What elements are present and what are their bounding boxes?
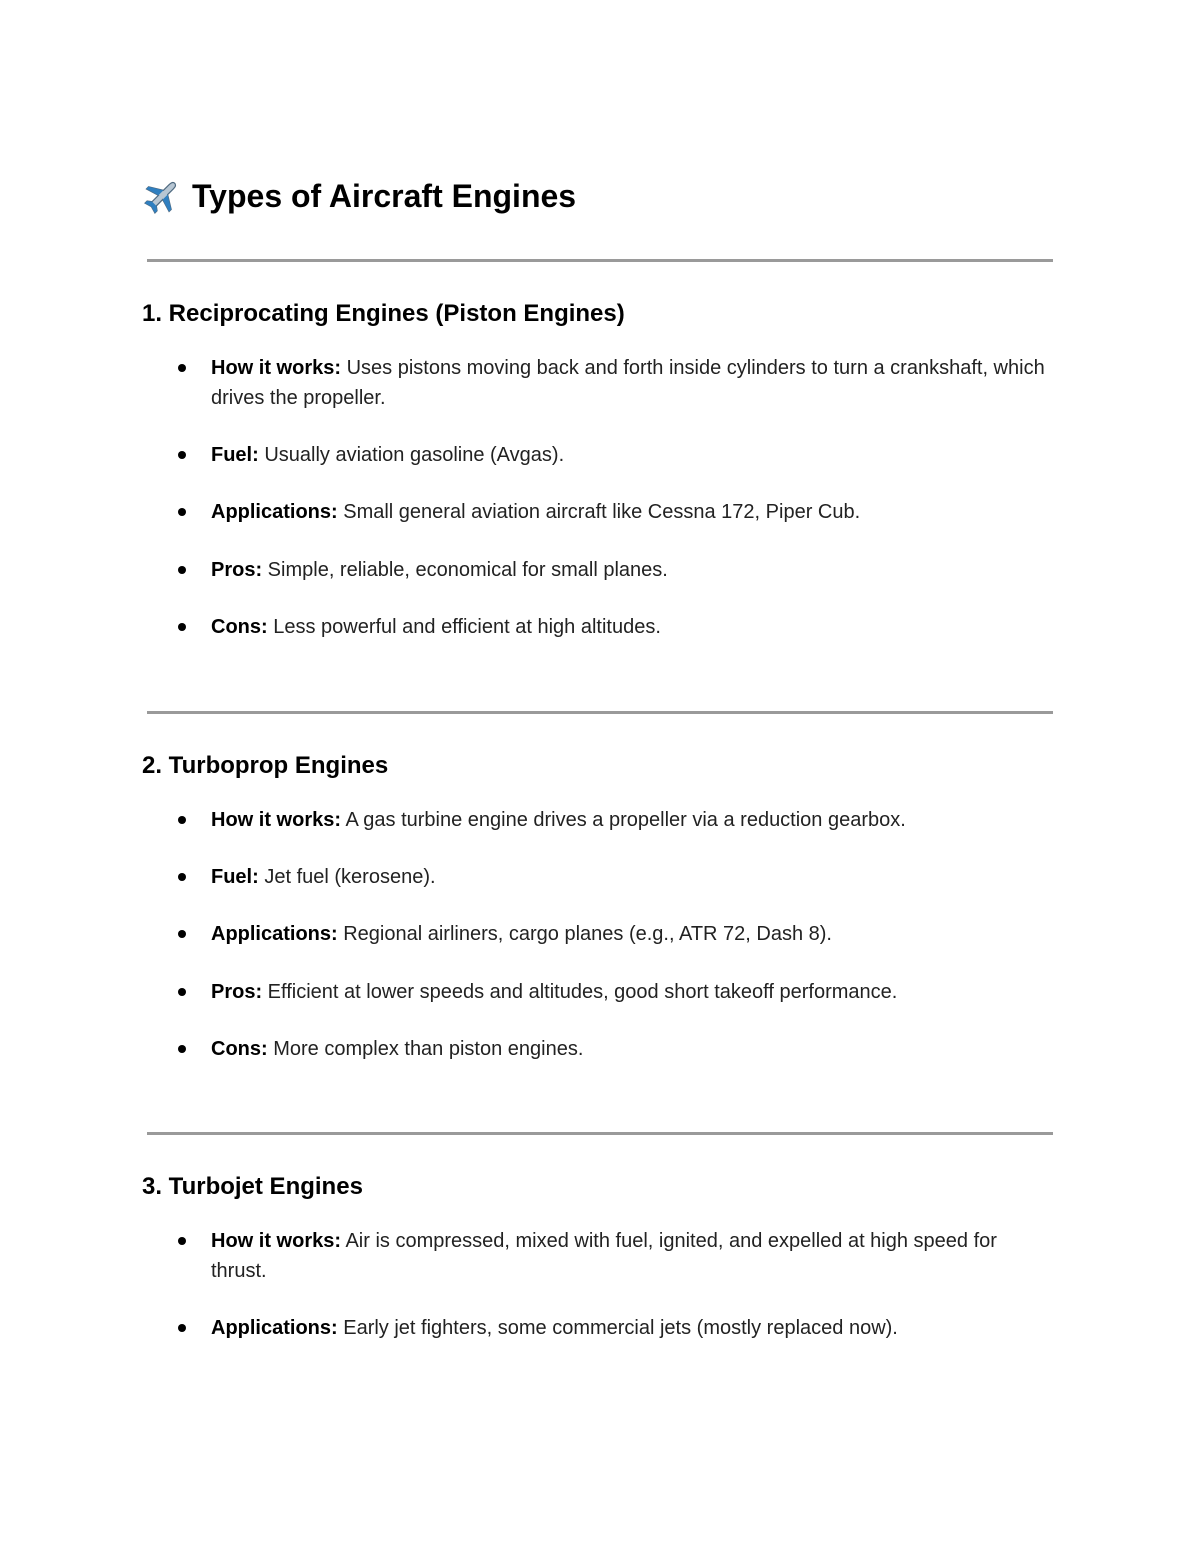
section-heading: 1. Reciprocating Engines (Piston Engines) [142, 300, 625, 327]
item-label: Pros: [211, 981, 263, 1003]
list-item [142, 1034, 1062, 1064]
item-text: A gas turbine engine drives a propeller via a reduction gearbox. [341, 809, 906, 831]
section-reciprocating-engines [142, 298, 1062, 642]
bullet-icon [178, 1045, 186, 1053]
item-text: Usually aviation gasoline (Avgas). [258, 444, 565, 466]
horizontal-divider [147, 1132, 1053, 1135]
horizontal-divider [147, 259, 1053, 262]
item-text: Efficient at lower speeds and altitudes, good short takeoff performance. [262, 981, 898, 1003]
airplane-icon [142, 176, 182, 216]
list-item [142, 919, 1062, 949]
list-item [142, 440, 1062, 470]
bullet-icon [178, 451, 186, 459]
item-label: Pros: [211, 559, 263, 581]
bullet-icon [178, 1324, 186, 1332]
list-item [142, 862, 1062, 892]
bullet-icon [178, 988, 186, 996]
list-item [142, 1226, 1062, 1286]
item-text: Less powerful and efficient at high altitudes. [267, 616, 661, 638]
horizontal-divider [147, 711, 1053, 714]
bullet-icon [178, 1237, 186, 1245]
item-label: How it works: [211, 357, 342, 379]
bullet-list [142, 805, 1062, 1064]
document-title [142, 174, 576, 218]
item-label: How it works: [211, 1230, 342, 1252]
list-item [142, 497, 1062, 527]
item-text: Small general aviation aircraft like Cessna 172, Piper Cub. [337, 501, 861, 523]
document-title-text: Types of Aircraft Engines [192, 178, 577, 214]
section-turboprop-engines [142, 750, 1062, 1064]
bullet-list [142, 1226, 1062, 1343]
bullet-icon [178, 566, 186, 574]
item-text: Regional airliners, cargo planes (e.g., ATR 72, Dash 8). [337, 923, 832, 945]
bullet-icon [178, 816, 186, 824]
list-item [142, 977, 1062, 1007]
list-item [142, 1313, 1062, 1343]
list-item [142, 612, 1062, 642]
section-heading: 3. Turbojet Engines [142, 1173, 363, 1200]
section-turbojet-engines [142, 1171, 1062, 1343]
item-text: Simple, reliable, economical for small planes. [262, 559, 668, 581]
item-text: Uses pistons moving back and forth inside cylinders to turn a crankshaft, which drives the propeller. [211, 357, 1045, 409]
item-text: Air is compressed, mixed with fuel, ignited, and expelled at high speed for thrust. [211, 1230, 997, 1282]
item-label: Applications: [211, 1317, 338, 1339]
item-text: Jet fuel (kerosene). [258, 866, 436, 888]
bullet-icon [178, 873, 186, 881]
item-label: Fuel: [211, 444, 259, 466]
item-label: Cons: [211, 616, 268, 638]
item-label: Fuel: [211, 866, 259, 888]
bullet-icon [178, 364, 186, 372]
list-item [142, 353, 1062, 413]
section-heading: 2. Turboprop Engines [142, 752, 389, 779]
bullet-icon [178, 623, 186, 631]
item-text: Early jet fighters, some commercial jets (mostly replaced now). [337, 1317, 898, 1339]
item-label: Applications: [211, 501, 338, 523]
item-text: More complex than piston engines. [267, 1038, 584, 1060]
bullet-icon [178, 508, 186, 516]
list-item [142, 555, 1062, 585]
item-label: Cons: [211, 1038, 268, 1060]
bullet-icon [178, 930, 186, 938]
bullet-list [142, 353, 1062, 642]
item-label: Applications: [211, 923, 338, 945]
item-label: How it works: [211, 809, 342, 831]
list-item [142, 805, 1062, 835]
